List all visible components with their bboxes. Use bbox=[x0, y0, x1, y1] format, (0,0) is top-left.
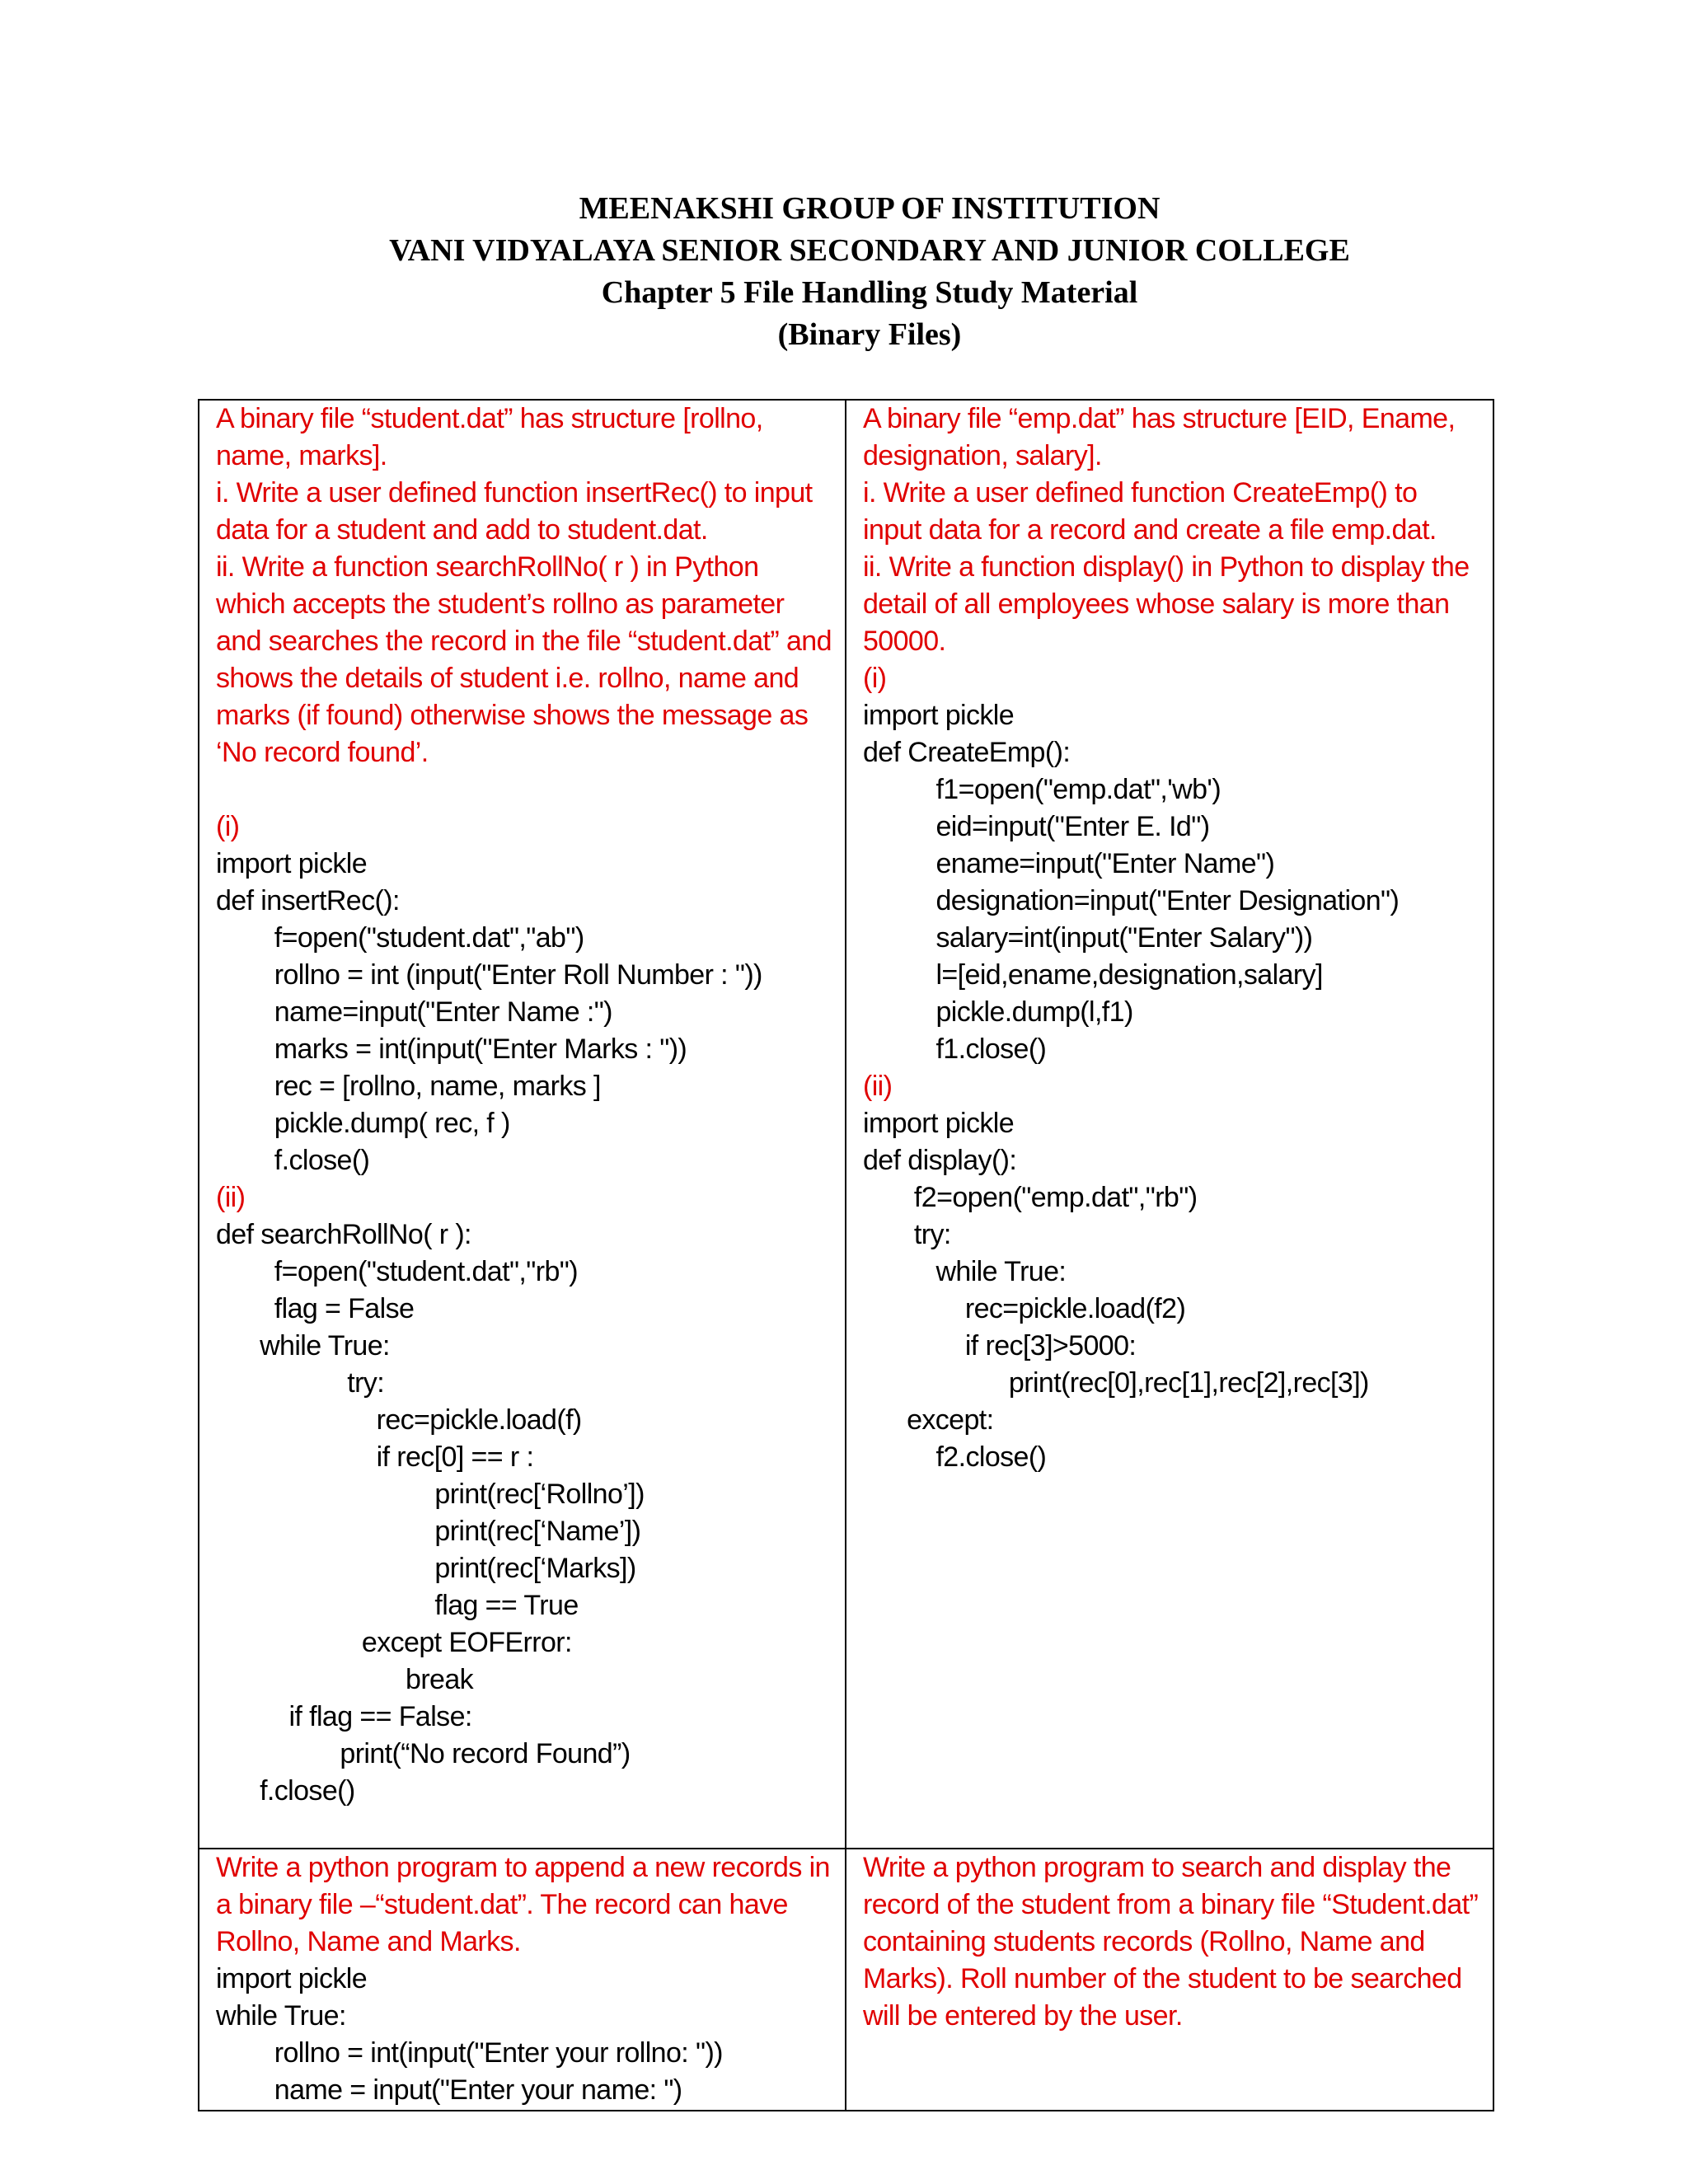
code-line: eid=input("Enter E. Id") bbox=[863, 811, 1210, 842]
chapter-subtitle: (Binary Files) bbox=[777, 317, 962, 352]
chapter-title: Chapter 5 File Handling Study Material bbox=[601, 275, 1138, 310]
school-name: VANI VIDYALAYA SENIOR SECONDARY AND JUNIOR COLLEGE bbox=[389, 233, 1350, 268]
code-line: rec = [rollno, name, marks ] bbox=[216, 1071, 601, 1102]
code-line: import pickle bbox=[216, 848, 368, 879]
search-question-cell bbox=[846, 1849, 1493, 2111]
question-text: Write a python program to search and display the record of the student from a binary file “Student.dat” containing students records (Rollno, Name and Marks). Roll number of the student to be searched will be entered by the user. bbox=[863, 1852, 1479, 2032]
question-text: A binary file “emp.dat” has structure [EID, Ename, designation, salary]. bbox=[863, 403, 1456, 471]
question-text: Write a python program to append a new records in a binary file –“student.dat”. The record can have Rollno, Name and Marks. bbox=[216, 1852, 830, 1957]
answer-label-i: (i) bbox=[216, 811, 240, 842]
question-part-i: i. Write a user defined function CreateEmp() to input data for a record and create a file emp.dat. bbox=[863, 477, 1437, 546]
code-line: flag = False bbox=[216, 1293, 415, 1324]
student-question-cell bbox=[199, 400, 846, 1849]
code-line: f1=open("emp.dat",'wb') bbox=[863, 774, 1221, 805]
institution-name: MEENAKSHI GROUP OF INSTITUTION bbox=[579, 191, 1160, 226]
code-line: salary=int(input("Enter Salary")) bbox=[863, 922, 1313, 954]
answer-label-ii: (ii) bbox=[216, 1182, 246, 1213]
code-line: f=open("student.dat","ab") bbox=[216, 922, 584, 954]
code-line: f=open("student.dat","rb") bbox=[216, 1256, 578, 1287]
code-line: marks = int(input("Enter Marks : ")) bbox=[216, 1033, 687, 1065]
code-line: def display(): bbox=[863, 1145, 1017, 1176]
code-line: while True: bbox=[216, 1330, 390, 1361]
code-line: break bbox=[216, 1664, 474, 1695]
question-part-i: i. Write a user defined function insertRec() to input data for a student and add to student.dat. bbox=[216, 477, 813, 546]
code-line: f2.close() bbox=[863, 1441, 1047, 1473]
code-line: name=input("Enter Name :") bbox=[216, 996, 612, 1028]
code-line: designation=input("Enter Designation") bbox=[863, 885, 1400, 916]
code-line: flag == True bbox=[216, 1590, 579, 1621]
code-line: print(rec[‘Marks]) bbox=[216, 1553, 636, 1584]
code-line: if rec[3]>5000: bbox=[863, 1330, 1137, 1361]
code-line: print(“No record Found”) bbox=[216, 1738, 631, 1769]
questions-table bbox=[198, 399, 1494, 2111]
emp-question-cell bbox=[846, 400, 1493, 1849]
code-line: except EOFError: bbox=[216, 1627, 572, 1658]
question-part-ii: ii. Write a function searchRollNo( r ) in Python which accepts the student’s rollno as parameter and searches the record in the file “student.dat” and shows the details of student i.e. rollno, name and marks (if found) otherwise shows the message as ‘No record found’. bbox=[216, 551, 832, 768]
code-line: rec=pickle.load(f) bbox=[216, 1404, 582, 1436]
code-line: import pickle bbox=[216, 1963, 368, 1994]
code-line: name = input("Enter your name: ") bbox=[216, 2074, 682, 2106]
code-line: pickle.dump(l,f1) bbox=[863, 996, 1133, 1028]
code-line: def CreateEmp(): bbox=[863, 737, 1071, 768]
code-line: if flag == False: bbox=[216, 1701, 472, 1732]
code-line: f2=open("emp.dat","rb") bbox=[863, 1182, 1198, 1213]
code-line: f.close() bbox=[216, 1775, 355, 1807]
code-line: import pickle bbox=[863, 700, 1015, 731]
code-line: print(rec[0],rec[1],rec[2],rec[3]) bbox=[863, 1367, 1369, 1399]
code-line: f1.close() bbox=[863, 1033, 1047, 1065]
document-header bbox=[0, 188, 1688, 356]
code-line: f.close() bbox=[216, 1145, 370, 1176]
code-line: import pickle bbox=[863, 1108, 1015, 1139]
code-line: l=[eid,ename,designation,salary] bbox=[863, 959, 1323, 991]
code-line: while True: bbox=[216, 2000, 346, 2032]
code-line: pickle.dump( rec, f ) bbox=[216, 1108, 510, 1139]
code-line: try: bbox=[216, 1367, 385, 1399]
code-line: while True: bbox=[863, 1256, 1067, 1287]
code-line: if rec[0] == r : bbox=[216, 1441, 534, 1473]
code-line: ename=input("Enter Name") bbox=[863, 848, 1275, 879]
answer-label-ii: (ii) bbox=[863, 1071, 893, 1102]
code-line: rollno = int(input("Enter your rollno: ")) bbox=[216, 2037, 723, 2069]
code-line: def insertRec(): bbox=[216, 885, 400, 916]
append-question-cell bbox=[199, 1849, 846, 2111]
code-line: except: bbox=[863, 1404, 994, 1436]
code-line: def searchRollNo( r ): bbox=[216, 1219, 471, 1250]
code-line: rec=pickle.load(f2) bbox=[863, 1293, 1186, 1324]
answer-label-i: (i) bbox=[863, 663, 887, 694]
question-text: A binary file “student.dat” has structure [rollno, name, marks]. bbox=[216, 403, 763, 471]
code-line: print(rec[‘Name’]) bbox=[216, 1516, 641, 1547]
question-part-ii: ii. Write a function display() in Python to display the detail of all employees whose salary is more than 50000. bbox=[863, 551, 1470, 657]
code-line: rollno = int (input("Enter Roll Number : ")) bbox=[216, 959, 762, 991]
code-line: print(rec[‘Rollno’]) bbox=[216, 1479, 645, 1510]
code-line: try: bbox=[863, 1219, 951, 1250]
